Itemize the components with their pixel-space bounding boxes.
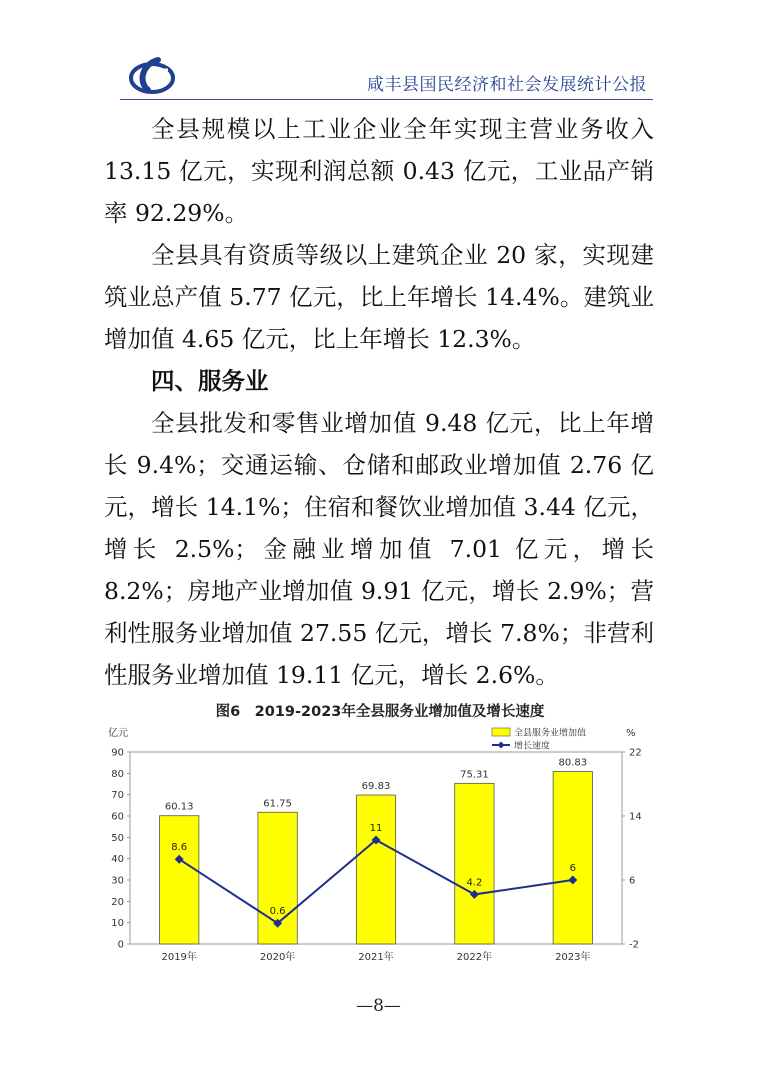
growth-value-label: 0.6 <box>269 906 286 918</box>
legend-bar-label: 全县服务业增加值 <box>514 728 587 739</box>
page-header <box>0 0 757 105</box>
chart-canvas <box>100 722 660 980</box>
y-axis-tick-label: 0 <box>117 939 124 951</box>
bar-value-label: 80.83 <box>558 757 588 769</box>
x-axis-tick-label: 2022年 <box>456 952 493 963</box>
services-chart <box>100 700 660 980</box>
y-axis-tick-label: 10 <box>111 918 124 930</box>
page-number: —8— <box>356 996 401 1016</box>
x-axis-tick-label: 2023年 <box>555 952 591 963</box>
stats-bureau-logo-icon <box>128 56 176 96</box>
x-axis-tick-label: 2020年 <box>259 952 296 963</box>
growth-value-label: 4.2 <box>466 877 483 889</box>
bar-value-label: 61.75 <box>263 798 292 810</box>
section-heading-services: 四、服务业 <box>151 367 269 395</box>
y2-axis-tick-label: 6 <box>629 875 636 887</box>
header-title: 咸丰县国民经济和社会发展统计公报 <box>367 75 647 95</box>
growth-value-label: 8.6 <box>171 842 188 854</box>
bar <box>553 772 592 944</box>
y-axis-tick-label: 70 <box>111 790 124 802</box>
x-axis-tick-label: 2019年 <box>161 952 197 963</box>
x-axis-tick-label: 2021年 <box>358 952 394 963</box>
chart-title: 图6 2019-2023年全县服务业增加值及增长速度 <box>215 704 545 720</box>
bar <box>356 795 395 944</box>
bar-value-label: 69.83 <box>361 781 391 793</box>
growth-value-label: 6 <box>569 863 576 874</box>
bar-value-label: 75.31 <box>460 769 489 781</box>
bar-value-label: 60.13 <box>164 801 194 813</box>
y2-axis-tick-label: 22 <box>629 747 642 759</box>
bar <box>455 783 494 944</box>
y2-axis-tick-label: -2 <box>629 939 639 951</box>
y-axis-tick-label: 50 <box>111 832 124 844</box>
growth-value-label: 11 <box>369 823 383 834</box>
y-axis-tick-label: 90 <box>111 747 124 759</box>
y2-axis-unit-label: % <box>626 728 636 739</box>
report-body <box>104 108 654 696</box>
legend-line-label: 增长速度 <box>514 741 551 752</box>
paragraph-services: 全县批发和零售业增加值 9.48 亿元，比上年增长 9.4%；交通运输、仓储和邮政业增加值 2.76 亿元，增长 14.1%；住宿和餐饮业增加值 3.44 亿元，增长 2.5%；金融业增加值 7.01 亿元，增长 8.2%；房地产业增加值 9.91 亿元，增长 2.9%；营利性服务业增加值 27.55 亿元，增长 7.8%；非营利性服务业增加值 19.11 亿元，增长 2.6%。 <box>104 409 654 689</box>
paragraph-construction: 全县具有资质等级以上建筑企业 20 家，实现建筑业总产值 5.77 亿元，比上年增长 14.4%。建筑业增加值 4.65 亿元，比上年增长 12.3%。 <box>104 241 654 353</box>
y-axis-unit-label: 亿元 <box>108 728 128 739</box>
y-axis-tick-label: 40 <box>111 854 124 866</box>
y-axis-tick-label: 30 <box>111 875 124 887</box>
bar <box>160 816 199 944</box>
y-axis-tick-label: 80 <box>111 768 124 780</box>
y2-axis-tick-label: 14 <box>629 811 642 823</box>
y-axis-tick-label: 60 <box>111 811 124 823</box>
legend-bar-swatch <box>492 728 510 736</box>
y-axis-tick-label: 20 <box>111 896 124 908</box>
paragraph-industry: 全县规模以上工业企业全年实现主营业务收入 13.15 亿元，实现利润总额 0.43 亿元，工业品产销率 92.29%。 <box>104 115 654 227</box>
header-divider <box>120 99 653 100</box>
